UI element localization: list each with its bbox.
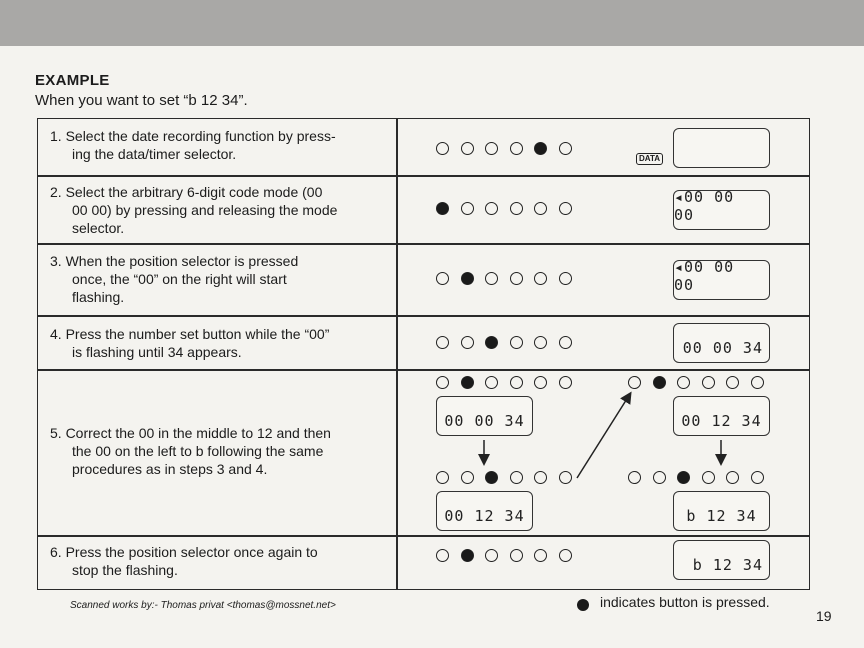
pressed-dot-icon xyxy=(577,599,589,611)
step-5-text: 5. Correct the 00 in the middle to 12 and then the 00 on the left to b following the same procedures as in steps 3 and 4. xyxy=(50,425,331,477)
lcd-display-3: ◂00 00 00 xyxy=(673,260,770,300)
page-number: 19 xyxy=(816,608,832,624)
legend-text: indicates button is pressed. xyxy=(600,594,770,610)
step-4-text: 4. Press the number set button while the “00” is flashing until 34 appears. xyxy=(50,326,330,360)
section-heading: EXAMPLE xyxy=(35,72,110,89)
lcd-display-4: 00 00 34 xyxy=(673,323,770,363)
step-2-text: 2. Select the arbitrary 6-digit code mode (00 00 00) by pressing and releasing the mode selector. xyxy=(50,184,338,236)
lcd-display-2: ◂00 00 00 xyxy=(673,190,770,230)
lcd-display-5b: 00 12 34 xyxy=(673,396,770,436)
step-6-text: 6. Press the position selector once again to stop the flashing. xyxy=(50,544,318,578)
data-label: DATA xyxy=(636,153,663,165)
step-3-text: 3. When the position selector is pressed once, the “00” on the right will start flashing. xyxy=(50,253,299,305)
lcd-display-5d: b 12 34 xyxy=(673,491,770,531)
intro-text: When you want to set “b 12 34”. xyxy=(35,92,248,109)
lcd-display-5a: 00 00 34 xyxy=(436,396,533,436)
lcd-display-5c: 00 12 34 xyxy=(436,491,533,531)
lcd-display-6: b 12 34 xyxy=(673,540,770,580)
step-1-text: 1. Select the date recording function by press- ing the data/timer selector. xyxy=(50,128,336,162)
scan-credit: Scanned works by:- Thomas privat <thomas@mossnet.net> xyxy=(70,600,336,611)
arrow-diagonal xyxy=(577,394,630,478)
